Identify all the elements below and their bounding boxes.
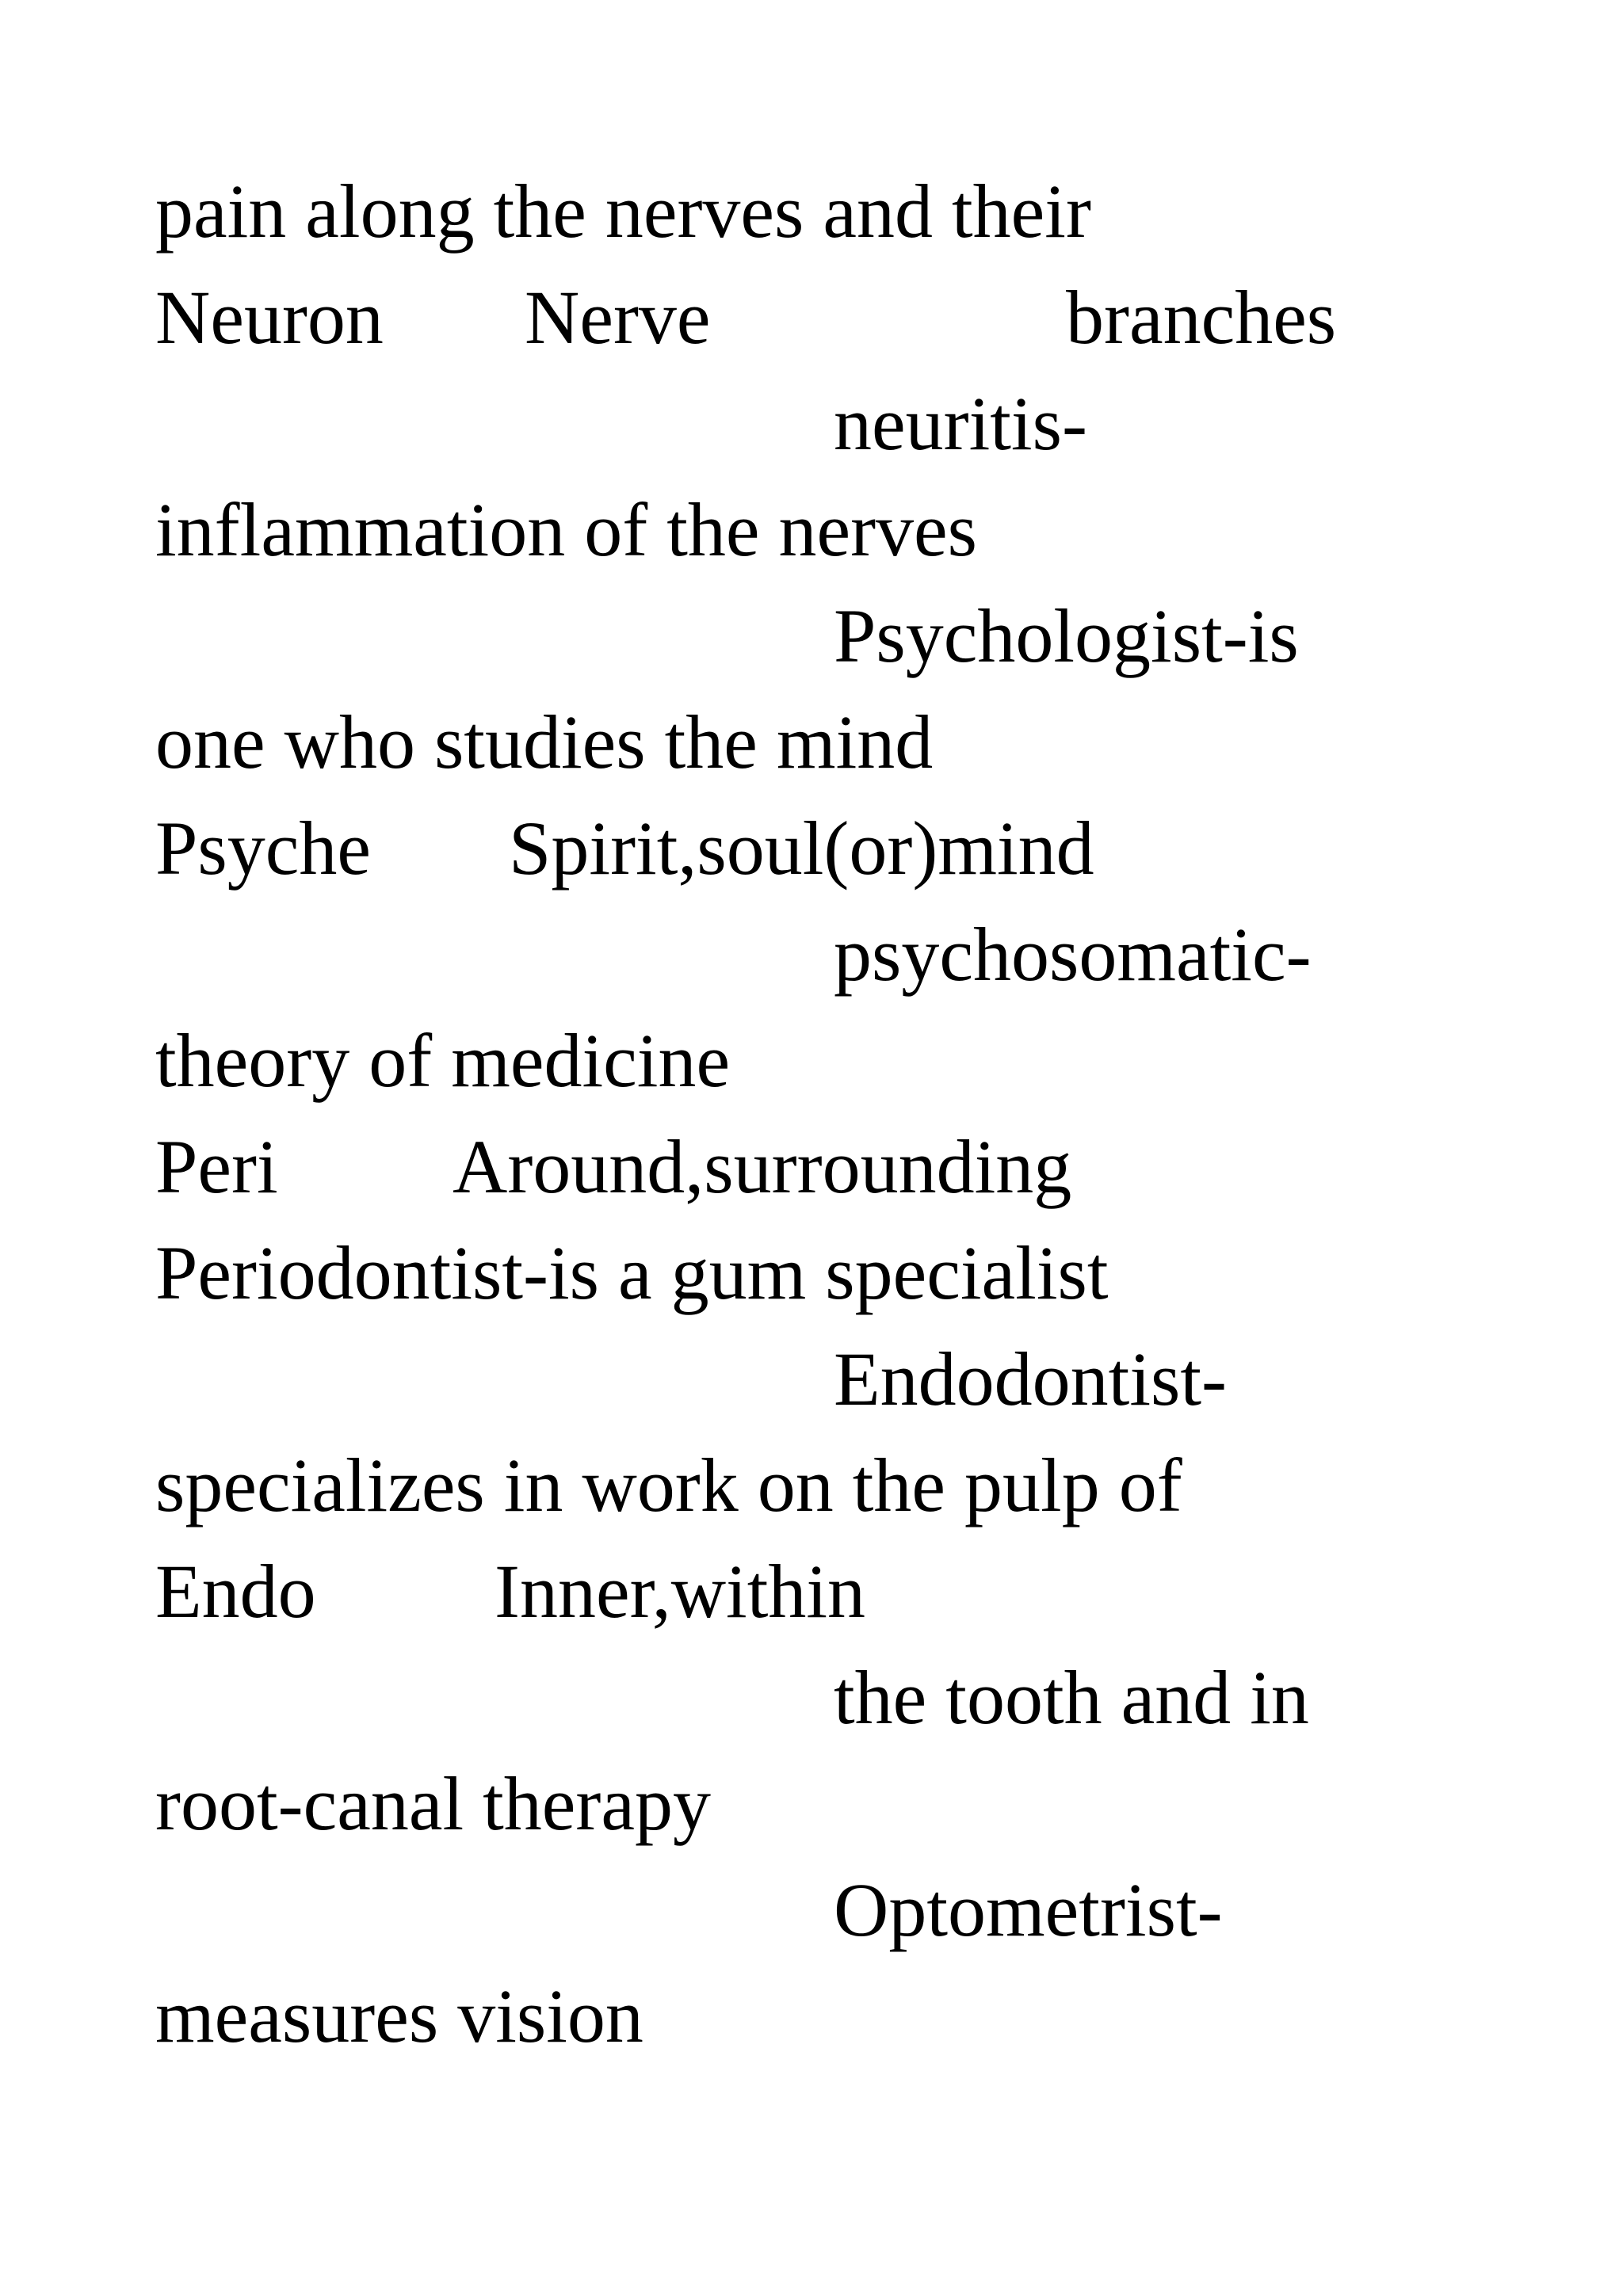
text-line bbox=[0, 583, 1623, 689]
term-prefix: Neuron bbox=[155, 275, 384, 360]
line-text: branches bbox=[1066, 275, 1337, 360]
term-example: psychosomatic- bbox=[834, 912, 1312, 997]
text-line bbox=[0, 371, 1623, 477]
term-example: neuritis- bbox=[834, 381, 1087, 466]
text-line bbox=[0, 1432, 1623, 1539]
term-prefix: Endo bbox=[155, 1549, 316, 1634]
text-line bbox=[0, 902, 1623, 1008]
text-line bbox=[0, 477, 1623, 583]
line-text: root-canal therapy bbox=[155, 1761, 711, 1846]
term-example: Optometrist- bbox=[834, 1867, 1223, 1952]
line-text: inflammation of the nerves bbox=[155, 487, 978, 572]
line-text: specializes in work on the pulp of bbox=[155, 1443, 1182, 1527]
line-text: theory of medicine bbox=[155, 1018, 731, 1103]
line-text: the tooth and in bbox=[834, 1655, 1309, 1740]
text-line bbox=[0, 1857, 1623, 1963]
text-line bbox=[0, 265, 1623, 371]
text-line bbox=[0, 1539, 1623, 1645]
text-line bbox=[0, 1645, 1623, 1751]
term-meaning: Nerve bbox=[525, 275, 711, 360]
text-line bbox=[0, 1751, 1623, 1857]
text-line bbox=[0, 1008, 1623, 1114]
text-line bbox=[0, 1114, 1623, 1220]
text-line bbox=[0, 1220, 1623, 1326]
term-meaning: Spirit,soul(or)mind bbox=[509, 806, 1094, 891]
term-prefix: Psyche bbox=[155, 806, 371, 891]
text-line bbox=[0, 1326, 1623, 1432]
text-line bbox=[0, 795, 1623, 902]
term-meaning: Inner,within bbox=[495, 1549, 866, 1634]
line-text: pain along the nerves and their bbox=[155, 169, 1091, 254]
text-line bbox=[0, 158, 1623, 265]
line-text: Periodontist-is a gum specialist bbox=[155, 1230, 1109, 1315]
line-text: measures vision bbox=[155, 1974, 643, 2058]
text-line bbox=[0, 689, 1623, 795]
term-example: Psychologist-is bbox=[834, 593, 1299, 678]
text-line bbox=[0, 1963, 1623, 2069]
term-prefix: Peri bbox=[155, 1124, 278, 1209]
term-meaning: Around,surrounding bbox=[453, 1124, 1072, 1209]
line-text: one who studies the mind bbox=[155, 700, 934, 784]
term-example: Endodontist- bbox=[834, 1337, 1227, 1421]
